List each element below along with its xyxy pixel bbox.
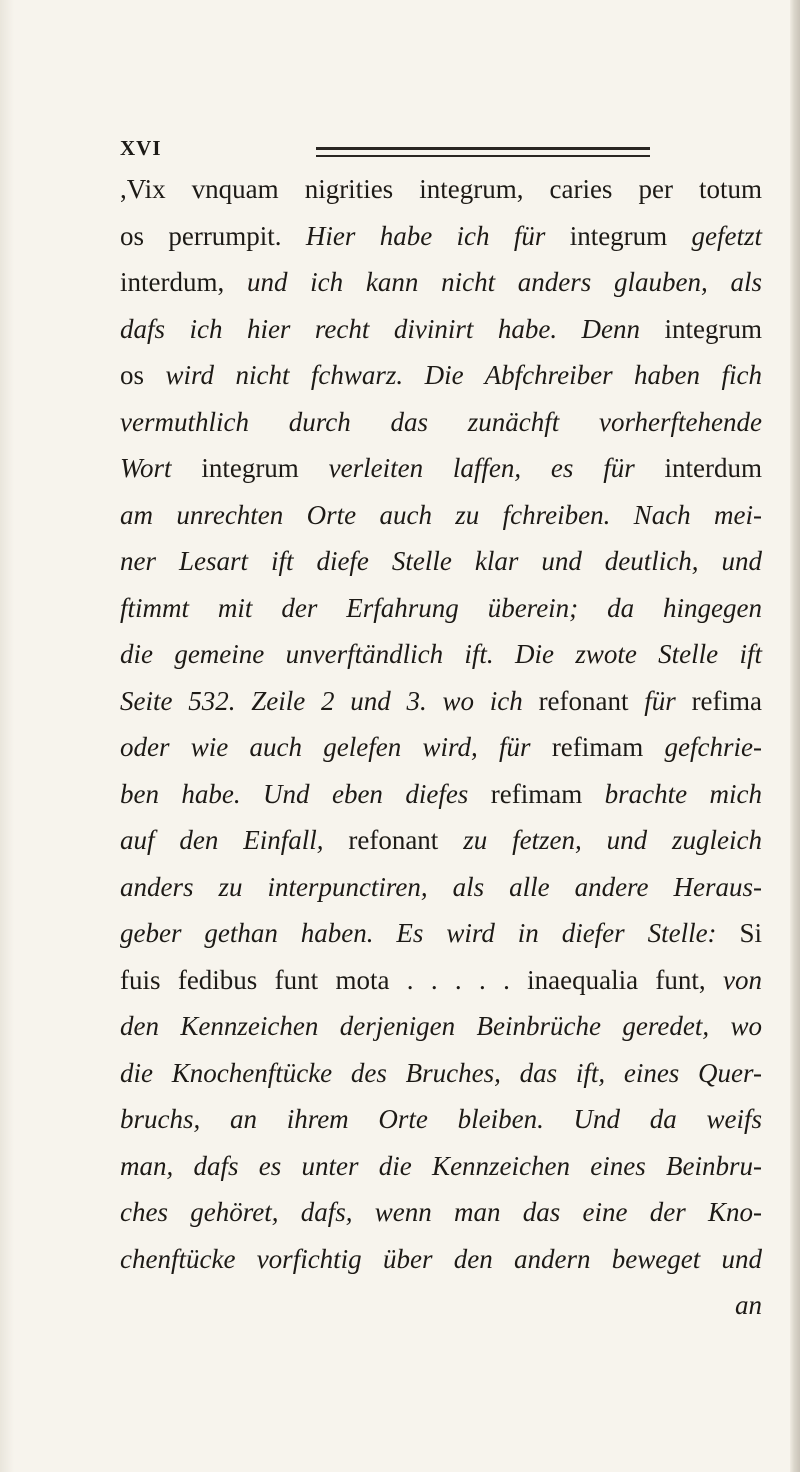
- body-text: [120, 166, 762, 1329]
- text-line: [120, 1189, 762, 1236]
- italic-text: ner Lesart ift diefe Stelle klar und deutlich, und: [120, 546, 762, 576]
- italic-text: von: [723, 964, 762, 995]
- text-line: [120, 259, 762, 306]
- italic-text: vermuthlich durch das zunächft vorherftehende: [120, 406, 762, 437]
- text-line: [120, 724, 762, 771]
- italic-text: anders zu interpunctiren, als alle andere Heraus-: [120, 871, 762, 902]
- text-line: [120, 957, 762, 1004]
- text-line: [120, 213, 762, 260]
- roman-text: os: [120, 360, 166, 390]
- text-line: [120, 678, 762, 725]
- italic-text: Wort: [120, 453, 202, 483]
- italic-text: wird nicht fchwarz. Die Abfchreiber haben fich: [165, 360, 762, 390]
- italic-text: ftimmt mit der Erfahrung überein; da hingegen: [120, 592, 762, 623]
- text-line: [120, 445, 762, 492]
- italic-text: chenftücke vorfichtig über den andern beweget und: [120, 1243, 762, 1274]
- italic-text: am unrechten Orte auch zu fchreiben. Nach mei-: [120, 499, 762, 530]
- text-line: [120, 352, 762, 399]
- page-gutter-shadow: [0, 0, 14, 1472]
- text-line: [120, 771, 762, 818]
- italic-text: brachte mich: [604, 778, 762, 809]
- italic-text: Hier habe ich für: [305, 220, 570, 251]
- roman-text: integrum: [664, 313, 762, 344]
- roman-text: refimam: [490, 778, 605, 809]
- text-line: [120, 864, 762, 911]
- running-header: [120, 136, 760, 170]
- italic-text: die gemeine unverftändlich ift. Die zwote Stelle ift: [120, 639, 762, 669]
- italic-text: den Kennzeichen derjenigen Beinbrüche geredet, wo: [120, 1011, 762, 1041]
- roman-text: interdum: [664, 453, 763, 483]
- roman-text: refonant: [538, 685, 645, 716]
- italic-text: für: [644, 685, 692, 716]
- catchword: an: [735, 1290, 762, 1320]
- italic-text: gefchrie-: [664, 732, 762, 762]
- page-number: XVI: [120, 136, 162, 160]
- italic-text: verleiten laffen, es für: [328, 453, 665, 483]
- roman-text: os perrumpit.: [120, 220, 306, 251]
- italic-text: bruchs, an ihrem Orte bleiben. Und da weifs: [120, 1104, 762, 1134]
- text-line: [120, 166, 762, 213]
- roman-text: refima: [691, 685, 763, 716]
- italic-text: die Knochenftücke des Bruches, das ift, eines Quer-: [120, 1057, 762, 1088]
- italic-text: dafs ich hier recht divinirt habe. Denn: [120, 313, 665, 344]
- text-line: [120, 817, 762, 864]
- text-line: [120, 585, 762, 632]
- italic-text: und ich kann nicht anders glauben, als: [246, 267, 762, 297]
- italic-text: geber gethan haben. Es wird in diefer Stelle:: [120, 918, 740, 948]
- roman-text: integrum: [569, 220, 692, 251]
- text-line: [120, 631, 762, 678]
- roman-text: interdum,: [120, 267, 247, 297]
- italic-text: auf den Einfall,: [120, 825, 349, 855]
- italic-text: man, dafs es unter die Kennzeichen eines Beinbru-: [120, 1150, 762, 1181]
- italic-text: oder wie auch gelefen wird, für: [120, 732, 552, 762]
- text-line: [120, 1143, 762, 1190]
- page-edge: [790, 0, 800, 1472]
- italic-text: zu fetzen, und zugleich: [463, 825, 763, 855]
- text-line: [120, 399, 762, 446]
- roman-text: refonant: [348, 825, 464, 855]
- italic-text: gefetzt: [691, 220, 762, 251]
- header-rule: [316, 147, 650, 157]
- text-line: [120, 910, 762, 957]
- text-line: [120, 492, 762, 539]
- text-line: [120, 538, 762, 585]
- roman-text: integrum: [201, 453, 329, 483]
- italic-text: Seite 532. Zeile 2 und 3. wo ich: [120, 685, 539, 716]
- roman-text: fuis fedibus funt mota . . . . . inaequalia funt,: [120, 964, 724, 995]
- text-line: [120, 1003, 762, 1050]
- roman-text: refimam: [551, 732, 665, 762]
- text-line: [120, 1236, 762, 1283]
- italic-text: ches gehöret, dafs, wenn man das eine der Kno-: [120, 1197, 762, 1227]
- italic-text: ben habe. Und eben diefes: [120, 778, 491, 809]
- text-line: [120, 1096, 762, 1143]
- text-line: [120, 306, 762, 353]
- roman-text: ,Vix vnquam nigrities integrum, caries per totum: [120, 174, 762, 204]
- roman-text: Si: [739, 918, 762, 948]
- text-line: [120, 1050, 762, 1097]
